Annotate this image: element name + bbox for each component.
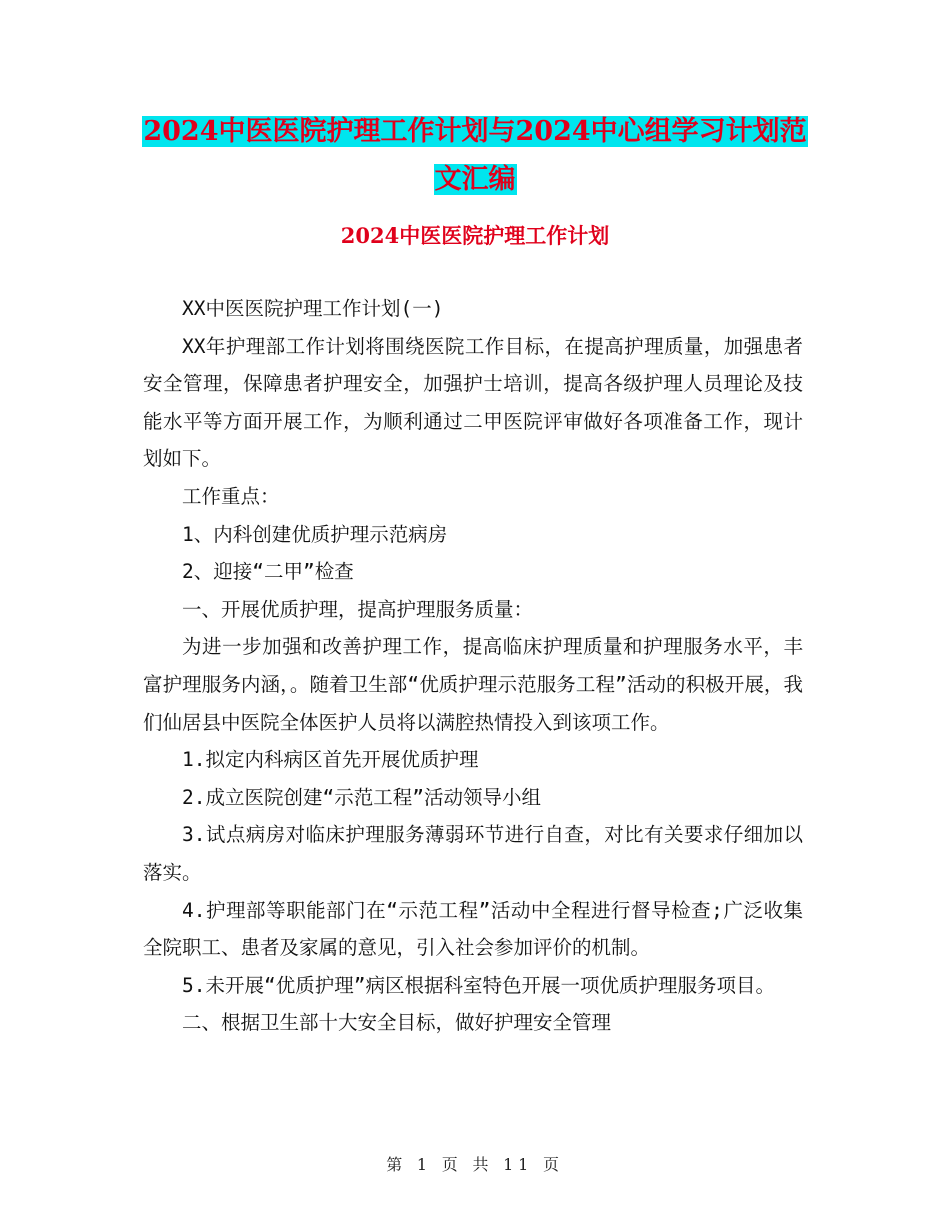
- list-item: 1.拟定内科病区首先开展优质护理: [182, 748, 479, 772]
- list-item: 2、迎接“二甲”检查: [182, 560, 354, 584]
- list-item: 4.护理部等职能部门在“示范工程”活动中全程进行督导检查;广泛收集全院职工、患者及家属的意见，引入社会参加评价的机制。: [143, 898, 803, 960]
- paragraph-heading: XX中医医院护理工作计划(一): [182, 297, 444, 320]
- paragraph: XX年护理部工作计划将围绕医院工作目标，在提高护理质量，加强患者安全管理，保障患者护理安全，加强护士培训，提高各级护理人员理论及技能水平等方面开展工作，为顺利通过二甲医院评审做好各项准备工作，现计划如下。: [143, 334, 803, 471]
- section-heading: 一、开展优质护理，提高护理服务质量：: [182, 597, 534, 621]
- document-title-line2: 文汇编: [434, 164, 516, 195]
- section-title: 2024中医医院护理工作计划: [340, 223, 610, 248]
- document-title: [0, 108, 950, 204]
- document-body: [143, 290, 803, 1042]
- list-item: 5.未开展“优质护理”病区根据科室特色开展一项优质护理服务项目。: [182, 973, 775, 997]
- document-title-line1: 2024中医医院护理工作计划与2024中心组学习计划范: [143, 116, 807, 147]
- page-number-footer: 第 1 页 共 11 页: [386, 1155, 564, 1174]
- list-item: 1、内科创建优质护理示范病房: [182, 522, 448, 546]
- list-item: 2.成立医院创建“示范工程”活动领导小组: [182, 785, 541, 809]
- paragraph-key-points-label: 工作重点：: [182, 484, 280, 508]
- section-heading: 二、根据卫生部十大安全目标，做好护理安全管理: [182, 1011, 612, 1035]
- list-item: 3.试点病房对临床护理服务薄弱环节进行自查，对比有关要求仔细加以落实。: [143, 823, 803, 884]
- paragraph: 为进一步加强和改善护理工作，提高临床护理质量和护理服务水平，丰富护理服务内涵，。随着卫生部“优质护理示范服务工程”活动的积极开展，我们仙居县中医院全体医护人员将以满腔热情投入到该项工作。: [143, 635, 803, 734]
